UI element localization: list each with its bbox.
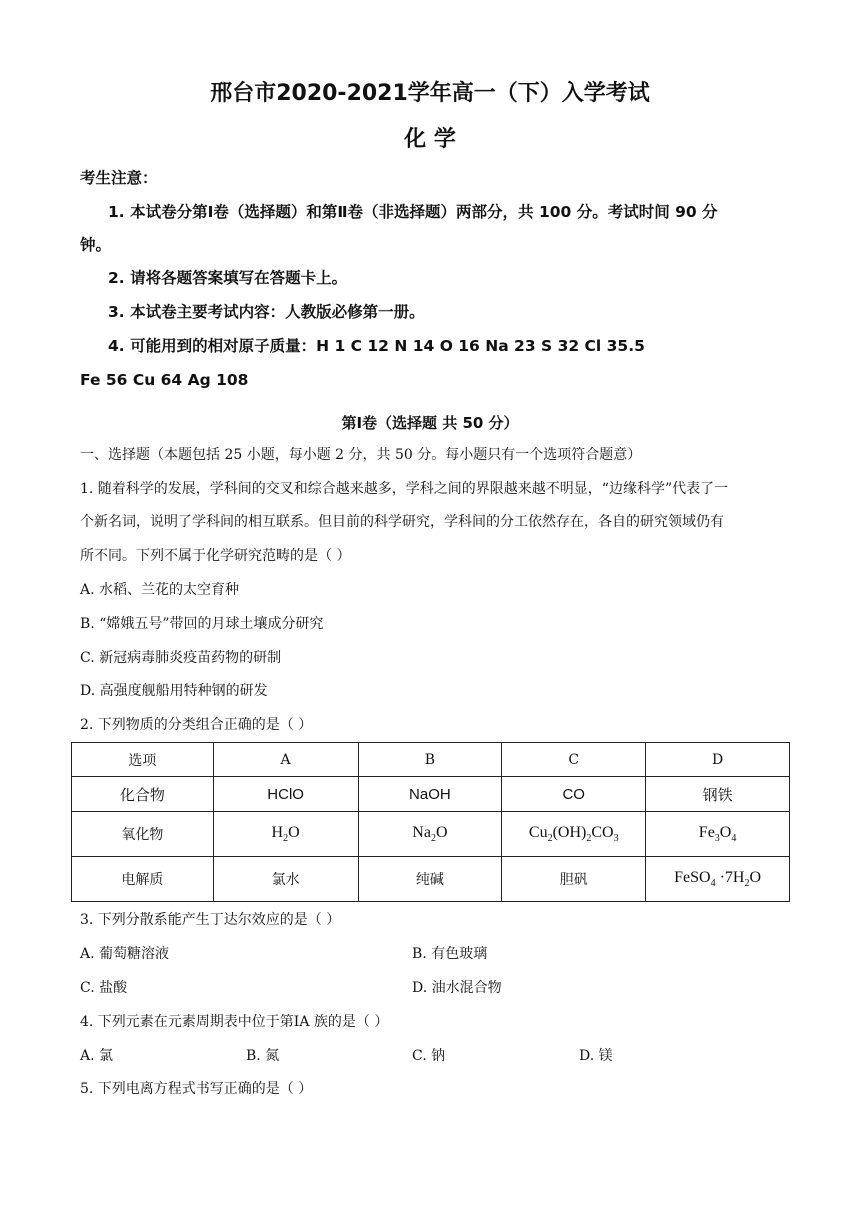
formula-cell: $Na_2O$ [358,812,502,857]
notice-item-4: 4. 可能用到的相对原子质量：H 1 C 12 N 14 O 16 Na 23 S 32 Cl 35.5 [108,337,645,355]
notice-item-1-cont: 钟。 [80,236,112,254]
exam-title: 邢台市2020-2021学年高一（下）入学考试 [210,81,650,106]
formula-cell: $Fe_3O_4$ [646,812,790,857]
table-row [72,812,790,857]
notice-heading: 考生注意： [80,169,158,187]
section-instruction: 一、选择题（本题包括 25 小题，每小题 2 分，共 50 分。每小题只有一个选项符合题意） [80,447,642,463]
q4-option-d: D. 镁 [579,1048,613,1064]
header-cell: B [358,743,502,777]
q3-stem: 3. 下列分散系能产生丁达尔效应的是（ ） [80,912,341,928]
q1-option-d: D. 高强度舰船用特种钢的研发 [80,683,268,699]
formula-cell: $H_2O$ [213,812,358,857]
subject-title: 化 学 [404,127,456,152]
q4-option-a: A. 氯 [80,1048,114,1064]
header-cell: D [646,743,790,777]
q1-option-c: C. 新冠病毒肺炎疫苗药物的研制 [80,650,282,666]
header-cell: C [502,743,646,777]
table-row [72,777,790,812]
q1-option-a: A. 水稻、兰花的太空育种 [80,582,240,598]
notice-item-2: 2. 请将各题答案填写在答题卡上。 [108,269,348,287]
q3-option-a: A. 葡萄糖溶液 [80,946,170,962]
q3-option-d: D. 油水混合物 [412,980,502,996]
row-label: 化合物 [72,777,214,812]
row-label: 氧化物 [72,812,214,857]
table-cell: HClO [213,777,358,812]
q1-stem-line-1: 1. 随着科学的发展，学科间的交叉和综合越来越多，学科之间的界限越来越不明显，“边缘科学”代表了一 [80,481,729,497]
q3-option-b: B. 有色玻璃 [412,946,488,962]
classification-table [71,742,790,902]
notice-item-1: 1. 本试卷分第Ⅰ卷（选择题）和第Ⅱ卷（非选择题）两部分，共 100 分。考试时间 90 分 [108,203,718,221]
notice-item-4-cont: Fe 56 Cu 64 Ag 108 [80,371,249,389]
header-cell: 选项 [72,743,214,777]
header-cell: A [213,743,358,777]
q2-stem: 2. 下列物质的分类组合正确的是（ ） [80,717,313,733]
row-label: 电解质 [72,857,214,902]
section-title: 第Ⅰ卷（选择题 共 50 分） [341,414,519,432]
table-cell: NaOH [358,777,502,812]
q1-stem-line-3: 所不同。下列不属于化学研究范畴的是（ ） [80,548,351,564]
table-cell: 胆矾 [502,857,646,902]
q1-option-b: B. “嫦娥五号”带回的月球土壤成分研究 [80,616,324,632]
q4-option-c: C. 钠 [412,1048,446,1064]
q4-option-b: B. 氮 [246,1048,280,1064]
table-cell: 纯碱 [358,857,502,902]
table-cell: 钢铁 [646,777,790,812]
q4-stem: 4. 下列元素在元素周期表中位于第ⅠA 族的是（ ） [80,1014,389,1030]
q3-option-c: C. 盐酸 [80,980,128,996]
formula-cell: FeSO$_4$ $\cdot 7H_2O$ [646,857,790,902]
table-header-row [72,743,790,777]
table-cell: CO [502,777,646,812]
table-row [72,857,790,902]
table-cell: 氯水 [213,857,358,902]
q5-stem: 5. 下列电离方程式书写正确的是（ ） [80,1081,313,1097]
formula-cell: $Cu_2(OH)_2CO_3$ [502,812,646,857]
notice-item-3: 3. 本试卷主要考试内容：人教版必修第一册。 [108,303,425,321]
q1-stem-line-2: 个新名词，说明了学科间的相互联系。但目前的科学研究，学科间的分工依然存在，各自的研究领域仍有 [80,514,724,530]
